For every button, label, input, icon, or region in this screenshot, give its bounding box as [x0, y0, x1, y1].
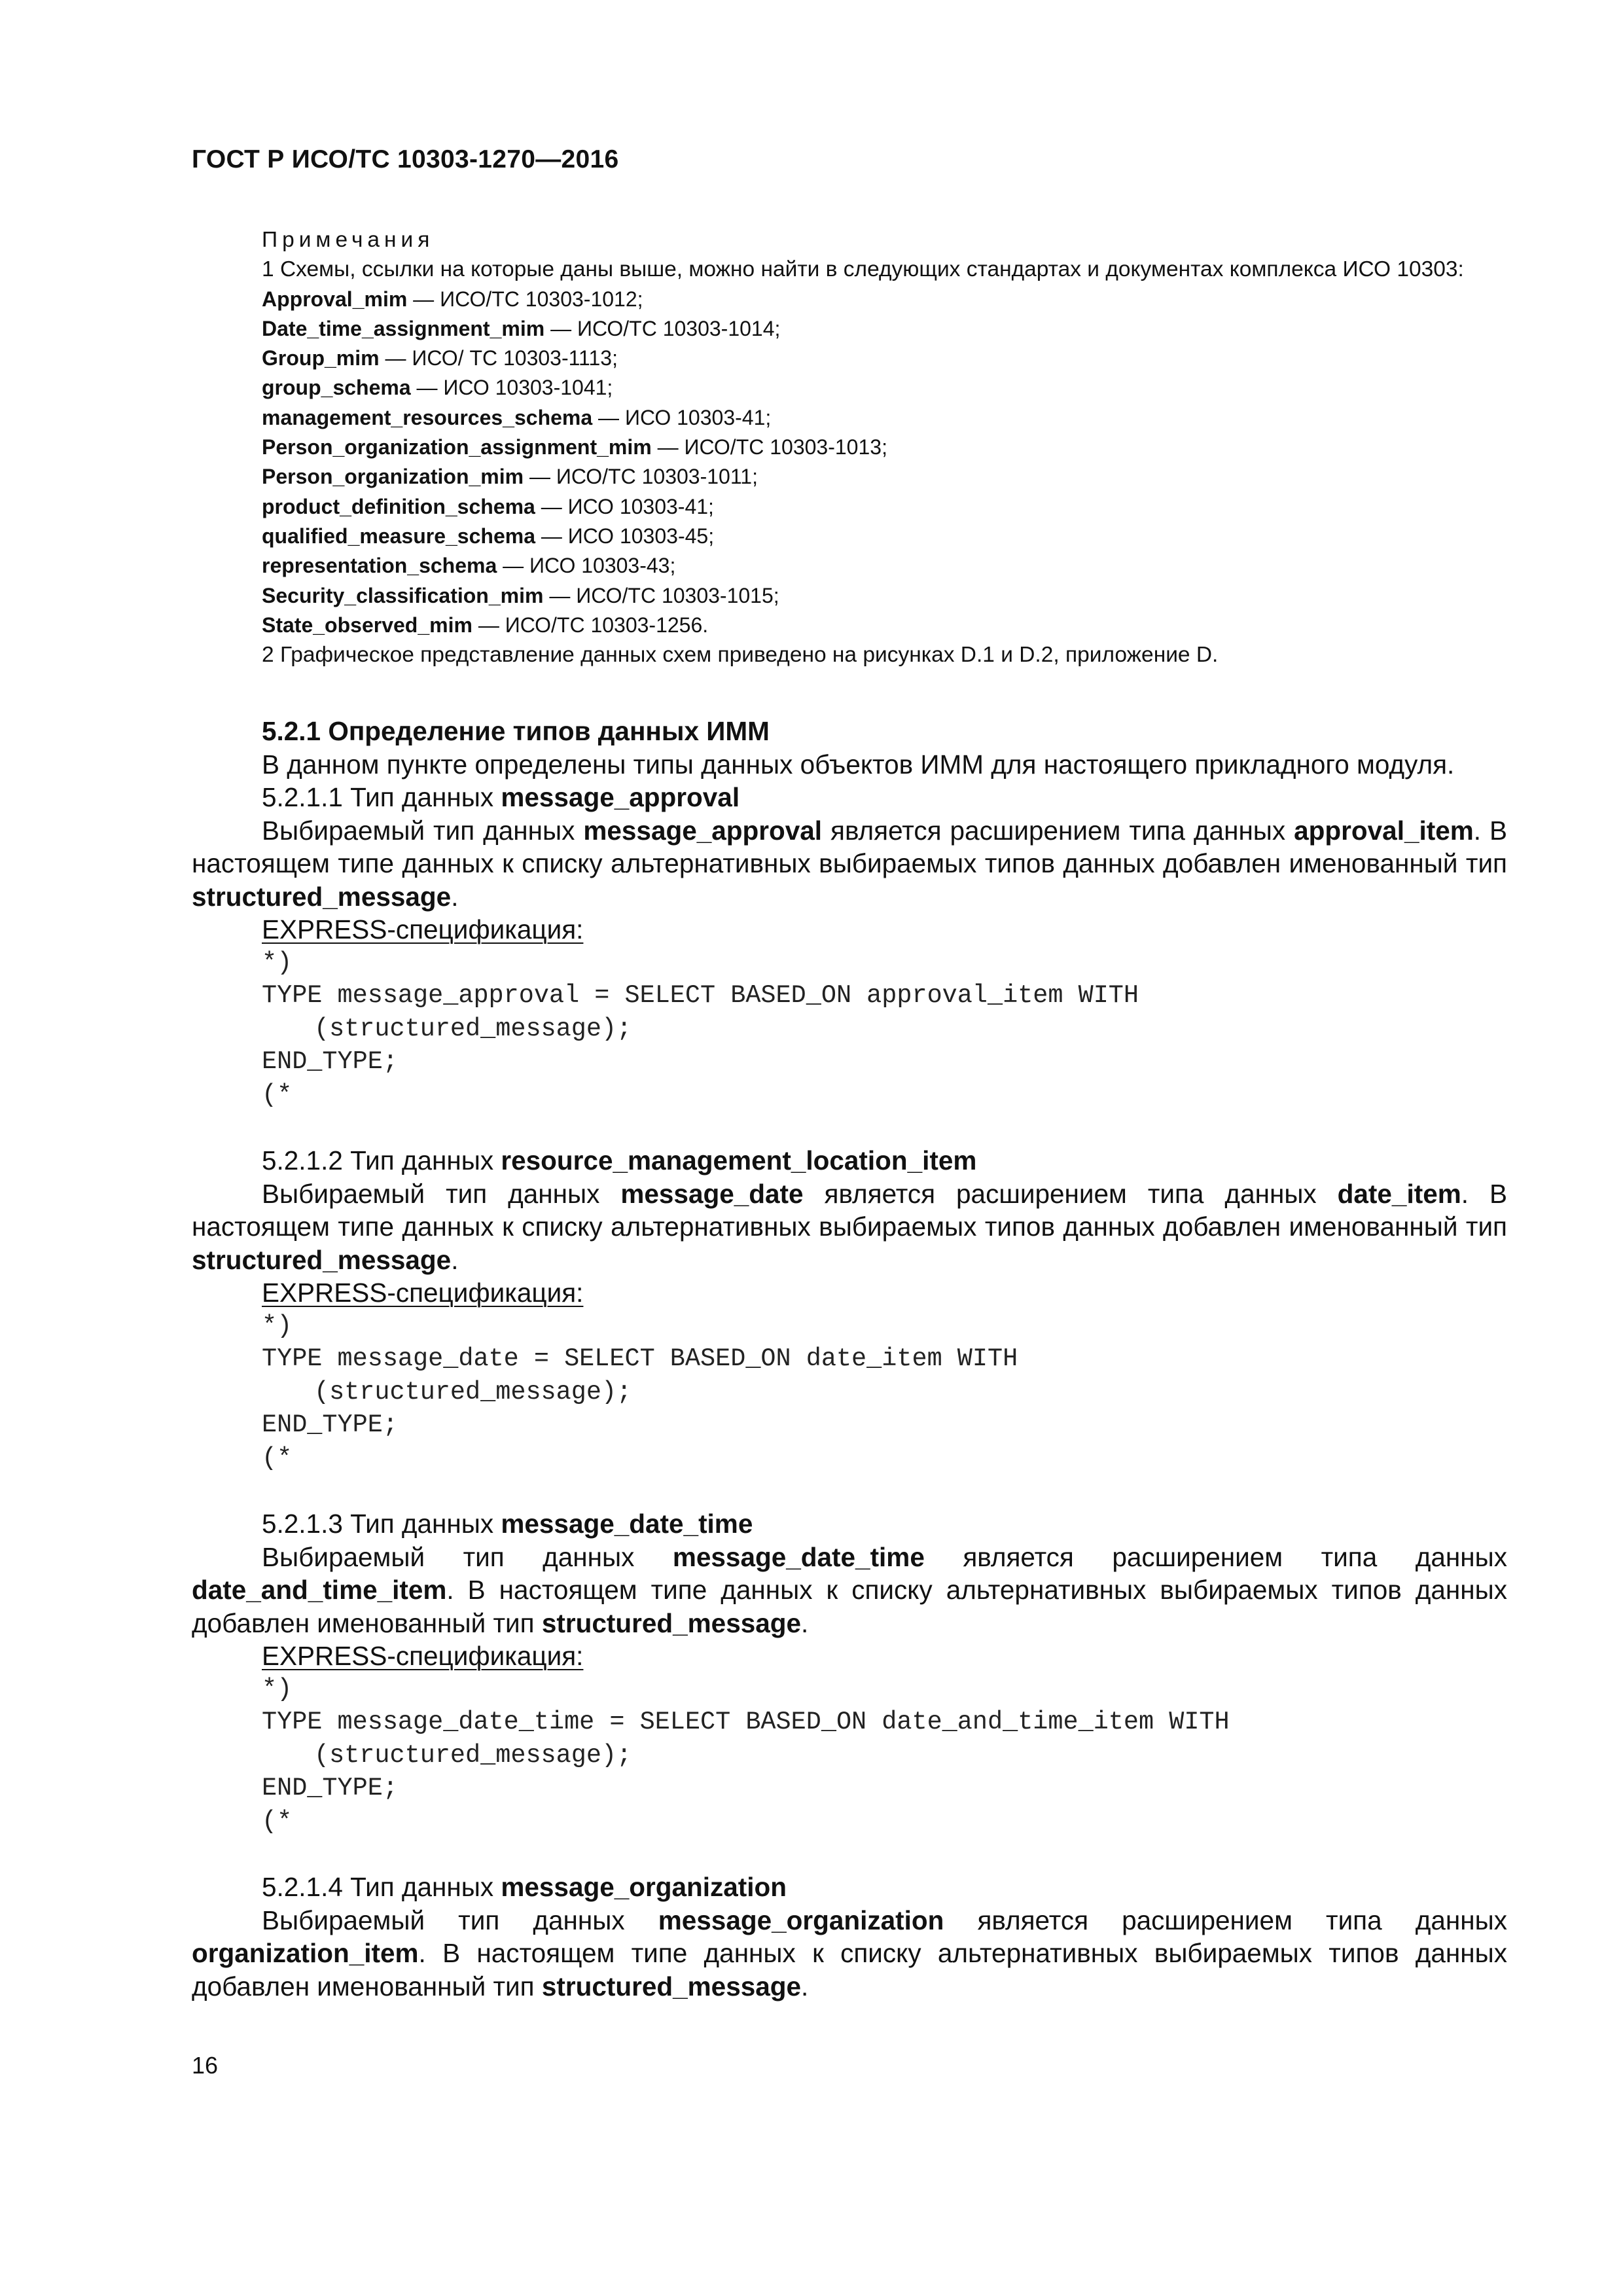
reference-doc: — ИСО 10303-41; — [592, 405, 772, 429]
code-line: *) — [262, 1674, 293, 1704]
text-run: является расширением типа данных — [803, 1178, 1338, 1209]
reference-name: management_resources_schema — [262, 405, 593, 429]
reference-doc: — ИСО/ТС 10303-1256. — [472, 613, 709, 637]
code-line: *) — [262, 1311, 293, 1340]
reference-name: Security_classification_mim — [262, 583, 544, 607]
subsection-number: 5.2.1.3 Тип данных — [262, 1509, 501, 1539]
code-line: (* — [262, 1080, 293, 1109]
express-spec-label: EXPRESS-спецификация: — [262, 1278, 584, 1308]
code-line: TYPE message_date_time = SELECT BASED_ON date_and_time_item WITH — [262, 1708, 1230, 1736]
section-intro: В данном пункте определены типы данных объектов ИММ для настоящего прикладного модуля. — [262, 749, 1455, 780]
text-run: является расширением типа данных — [944, 1905, 1507, 1935]
reference-item — [262, 551, 1507, 581]
section-heading: 5.2.1 Определение типов данных ИММ — [262, 716, 770, 746]
text-run: . — [451, 1244, 459, 1275]
text-run: message_date_time — [672, 1541, 925, 1572]
express-spec-label: EXPRESS-спецификация: — [262, 1641, 584, 1671]
text-run: date_and_time_item — [192, 1575, 447, 1605]
reference-item — [262, 433, 1507, 462]
code-line: (structured_message); — [314, 1014, 632, 1043]
text-run: . — [801, 1971, 809, 2001]
reference-doc: — ИСО 10303-45; — [535, 524, 715, 548]
code-line: *) — [262, 948, 293, 977]
code-line: END_TYPE; — [262, 1047, 398, 1076]
code-line: (structured_message); — [314, 1377, 632, 1407]
express-code-block — [192, 946, 1507, 1112]
reference-item — [262, 611, 1507, 640]
subsection-number: 5.2.1.2 Тип данных — [262, 1145, 501, 1175]
subsection-heading — [192, 1871, 1507, 1904]
code-line: (structured_message); — [314, 1740, 632, 1770]
text-run: structured_message — [192, 1244, 452, 1275]
text-run: date_item — [1337, 1178, 1461, 1209]
text-run: является расширением типа данных — [822, 815, 1294, 846]
reference-name: State_observed_mim — [262, 613, 473, 637]
reference-item — [262, 403, 1507, 433]
page-header-title: ГОСТ Р ИСО/ТС 10303-1270—2016 — [192, 145, 619, 173]
text-run: . В настоящем типе данных к списку альтернативных выбираемых типов данных добавлен именованный тип — [192, 1575, 1507, 1638]
reference-name: representation_schema — [262, 554, 497, 578]
text-run: approval_item — [1294, 815, 1474, 846]
text-run: Выбираемый тип данных — [262, 815, 584, 846]
reference-doc: — ИСО 10303-41; — [535, 494, 714, 518]
reference-name: Group_mim — [262, 346, 380, 370]
reference-name: Approval_mim — [262, 287, 408, 311]
note-1: 1 Схемы, ссылки на которые даны выше, можно найти в следующих стандартах и документах комплекса ИСО 10303: — [262, 257, 1464, 282]
reference-doc: — ИСО/ТС 10303-1013; — [651, 435, 887, 459]
code-line: (* — [262, 1806, 293, 1836]
text-run: . В настоящем типе данных к списку альтернативных выбираемых типов данных добавлен именованный тип — [192, 815, 1507, 878]
notes-block — [192, 225, 1507, 670]
subsection-type-name: message_organization — [501, 1872, 787, 1902]
reference-doc: — ИСО/ТС 10303-1015; — [543, 583, 779, 607]
code-line: TYPE message_date = SELECT BASED_ON date_item WITH — [262, 1344, 1018, 1373]
reference-item — [262, 373, 1507, 403]
schema-references-list — [192, 285, 1507, 641]
reference-item — [262, 462, 1507, 492]
subsection-heading — [192, 781, 1507, 814]
code-line: END_TYPE; — [262, 1410, 398, 1439]
reference-doc: — ИСО/ТС 10303-1014; — [544, 316, 781, 340]
notes-title: Примечания — [262, 228, 435, 252]
text-run: message_date — [620, 1178, 804, 1209]
subsection-type-name: message_approval — [501, 782, 740, 812]
text-run: message_organization — [658, 1905, 944, 1935]
page-number: 16 — [192, 2052, 219, 2079]
reference-doc: — ИСО/ТС 10303-1011; — [524, 465, 758, 489]
reference-name: Person_organization_mim — [262, 465, 524, 489]
text-run: . — [801, 1607, 809, 1638]
express-code-block — [192, 1310, 1507, 1475]
text-run: . В настоящем типе данных к списку альтернативных выбираемых типов данных добавлен именованный тип — [192, 1178, 1507, 1242]
text-run: message_approval — [583, 815, 823, 846]
subsection-heading — [192, 1507, 1507, 1541]
reference-item — [262, 314, 1507, 344]
reference-name: qualified_measure_schema — [262, 524, 535, 548]
express-spec-label: EXPRESS-спецификация: — [262, 914, 584, 944]
code-line: TYPE message_approval = SELECT BASED_ON approval_item WITH — [262, 981, 1139, 1010]
subsection-paragraph — [192, 1541, 1507, 1640]
subsection-number: 5.2.1.1 Тип данных — [262, 782, 501, 812]
reference-doc: — ИСО 10303-43; — [497, 554, 676, 578]
text-run: Выбираемый тип данных — [262, 1178, 621, 1209]
reference-item — [262, 285, 1507, 314]
reference-item — [262, 344, 1507, 373]
text-run: является расширением типа данных — [924, 1541, 1507, 1572]
reference-item — [262, 581, 1507, 611]
text-run: Выбираемый тип данных — [262, 1541, 673, 1572]
text-run: . — [451, 881, 459, 912]
subsection-paragraph — [192, 1904, 1507, 2003]
subsection-heading — [192, 1144, 1507, 1177]
code-line: END_TYPE; — [262, 1774, 398, 1803]
reference-name: Person_organization_assignment_mim — [262, 435, 652, 459]
text-run: structured_message — [541, 1607, 802, 1638]
subsection-type-name: message_date_time — [501, 1509, 753, 1539]
subsection-number: 5.2.1.4 Тип данных — [262, 1872, 501, 1902]
code-line: (* — [262, 1443, 293, 1473]
reference-item — [262, 492, 1507, 522]
subsection-paragraph — [192, 814, 1507, 914]
text-run: . В настоящем типе данных к списку альтернативных выбираемых типов данных добавлен именованный тип — [192, 1938, 1507, 2001]
express-code-block — [192, 1673, 1507, 1839]
reference-name: group_schema — [262, 376, 411, 400]
text-run: structured_message — [192, 881, 452, 912]
reference-doc: — ИСО/ ТС 10303-1113; — [379, 346, 618, 370]
reference-doc: — ИСО/ТС 10303-1012; — [407, 287, 643, 311]
text-run: structured_message — [541, 1971, 802, 2001]
text-run: organization_item — [192, 1938, 419, 1968]
reference-item — [262, 522, 1507, 551]
reference-name: product_definition_schema — [262, 494, 535, 518]
reference-doc: — ИСО 10303-1041; — [410, 376, 613, 400]
subsection-type-name: resource_management_location_item — [501, 1145, 977, 1175]
note-2: 2 Графическое представление данных схем приведено на рисунках D.1 и D.2, приложение D. — [262, 643, 1219, 668]
reference-name: Date_time_assignment_mim — [262, 316, 545, 340]
text-run: Выбираемый тип данных — [262, 1905, 658, 1935]
main-content — [192, 715, 1507, 2003]
subsection-paragraph — [192, 1177, 1507, 1277]
